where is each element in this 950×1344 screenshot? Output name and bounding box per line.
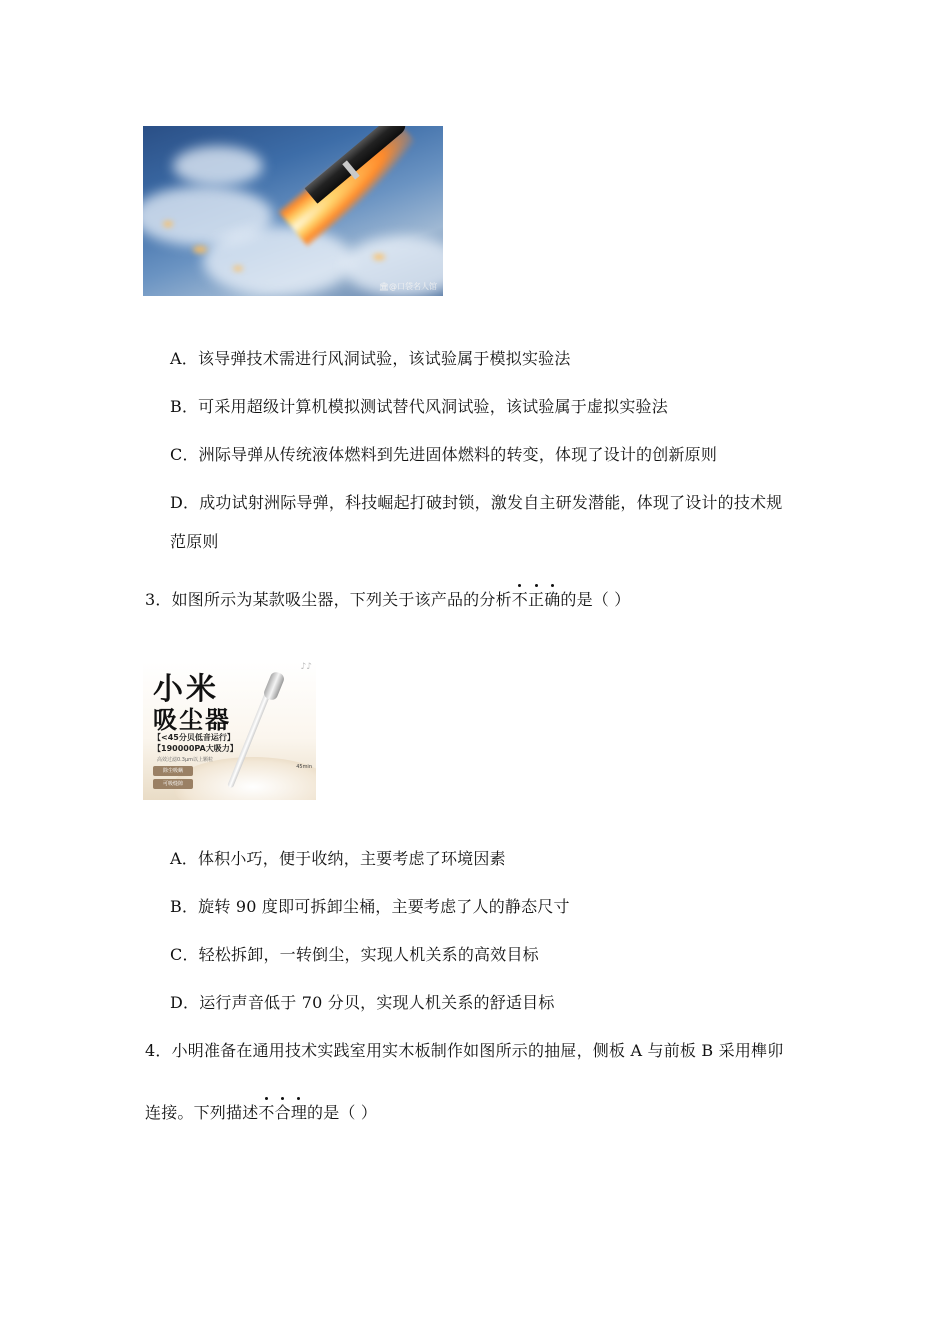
q3-option-d: D．运行声音低于 70 分贝，实现人机关系的舒适目标 <box>170 993 555 1012</box>
ad-feature-noise: 【<45分贝低音运行】 <box>153 733 235 742</box>
q2-option-c: C．洲际导弹从传统液体燃料到先进固体燃料的转变，体现了设计的创新原则 <box>170 445 718 464</box>
q4-stem-line1: 4．小明准备在通用技术实践室用实木板制作如图所示的抽屉，侧板 A 与前板 B 采用榫卯 <box>145 1041 784 1060</box>
emphasis-char: 正 <box>527 590 545 609</box>
q3-option-b: B．旋转 90 度即可拆卸尘桶，主要考虑了人的静态尺寸 <box>170 897 570 916</box>
q4-stem-line2: 连接。下列描述不合理的是（ ） <box>145 1103 378 1122</box>
battery-badge: 45min <box>296 764 312 770</box>
vacuum-cleaner-image: ♪♪ 小米 吸尘器 【<45分贝低音运行】 【190000PA大吸力】 高效过滤0.3μm以上颗粒 除尘吸螨 可吸缝隙 45min <box>143 662 316 800</box>
emphasis-char: 合 <box>274 1103 291 1122</box>
q2-option-b: B．可采用超级计算机模拟测试替代风洞试验，该试验属于虚拟实验法 <box>170 397 668 416</box>
q2-option-d: D．成功试射洲际导弹，科技崛起打破封锁，激发自主研发潜能，体现了设计的技术规 <box>170 493 783 512</box>
rocket-flame <box>278 126 422 247</box>
emphasis-char: 不 <box>511 590 528 609</box>
q3-option-a: A．体积小巧，便于收纳，主要考虑了环境因素 <box>170 849 506 868</box>
q3-stem: 3．如图所示为某款吸尘器，下列关于该产品的分析不正确的是（ ） <box>145 590 631 609</box>
missile-launch-image <box>143 126 443 296</box>
q2-option-d-continued: 范原则 <box>170 532 219 551</box>
ad-feature-suction: 【190000PA大吸力】 <box>153 744 238 753</box>
image-watermark: 🏛@口袋名人馆 <box>378 282 437 291</box>
emphasis-char: 不 <box>258 1103 275 1122</box>
vacuum-device <box>262 670 285 701</box>
ad-title-brand: 小米 <box>153 672 219 707</box>
q3-option-c: C．轻松拆卸，一转倒尘，实现人机关系的高效目标 <box>170 945 539 964</box>
q2-option-a: A．该导弹技术需进行风洞试验，该试验属于模拟实验法 <box>170 349 571 368</box>
emphasis-char: 理 <box>290 1103 308 1122</box>
emphasis-char: 确 <box>544 590 561 609</box>
ad-title-product: 吸尘器 <box>153 706 231 734</box>
